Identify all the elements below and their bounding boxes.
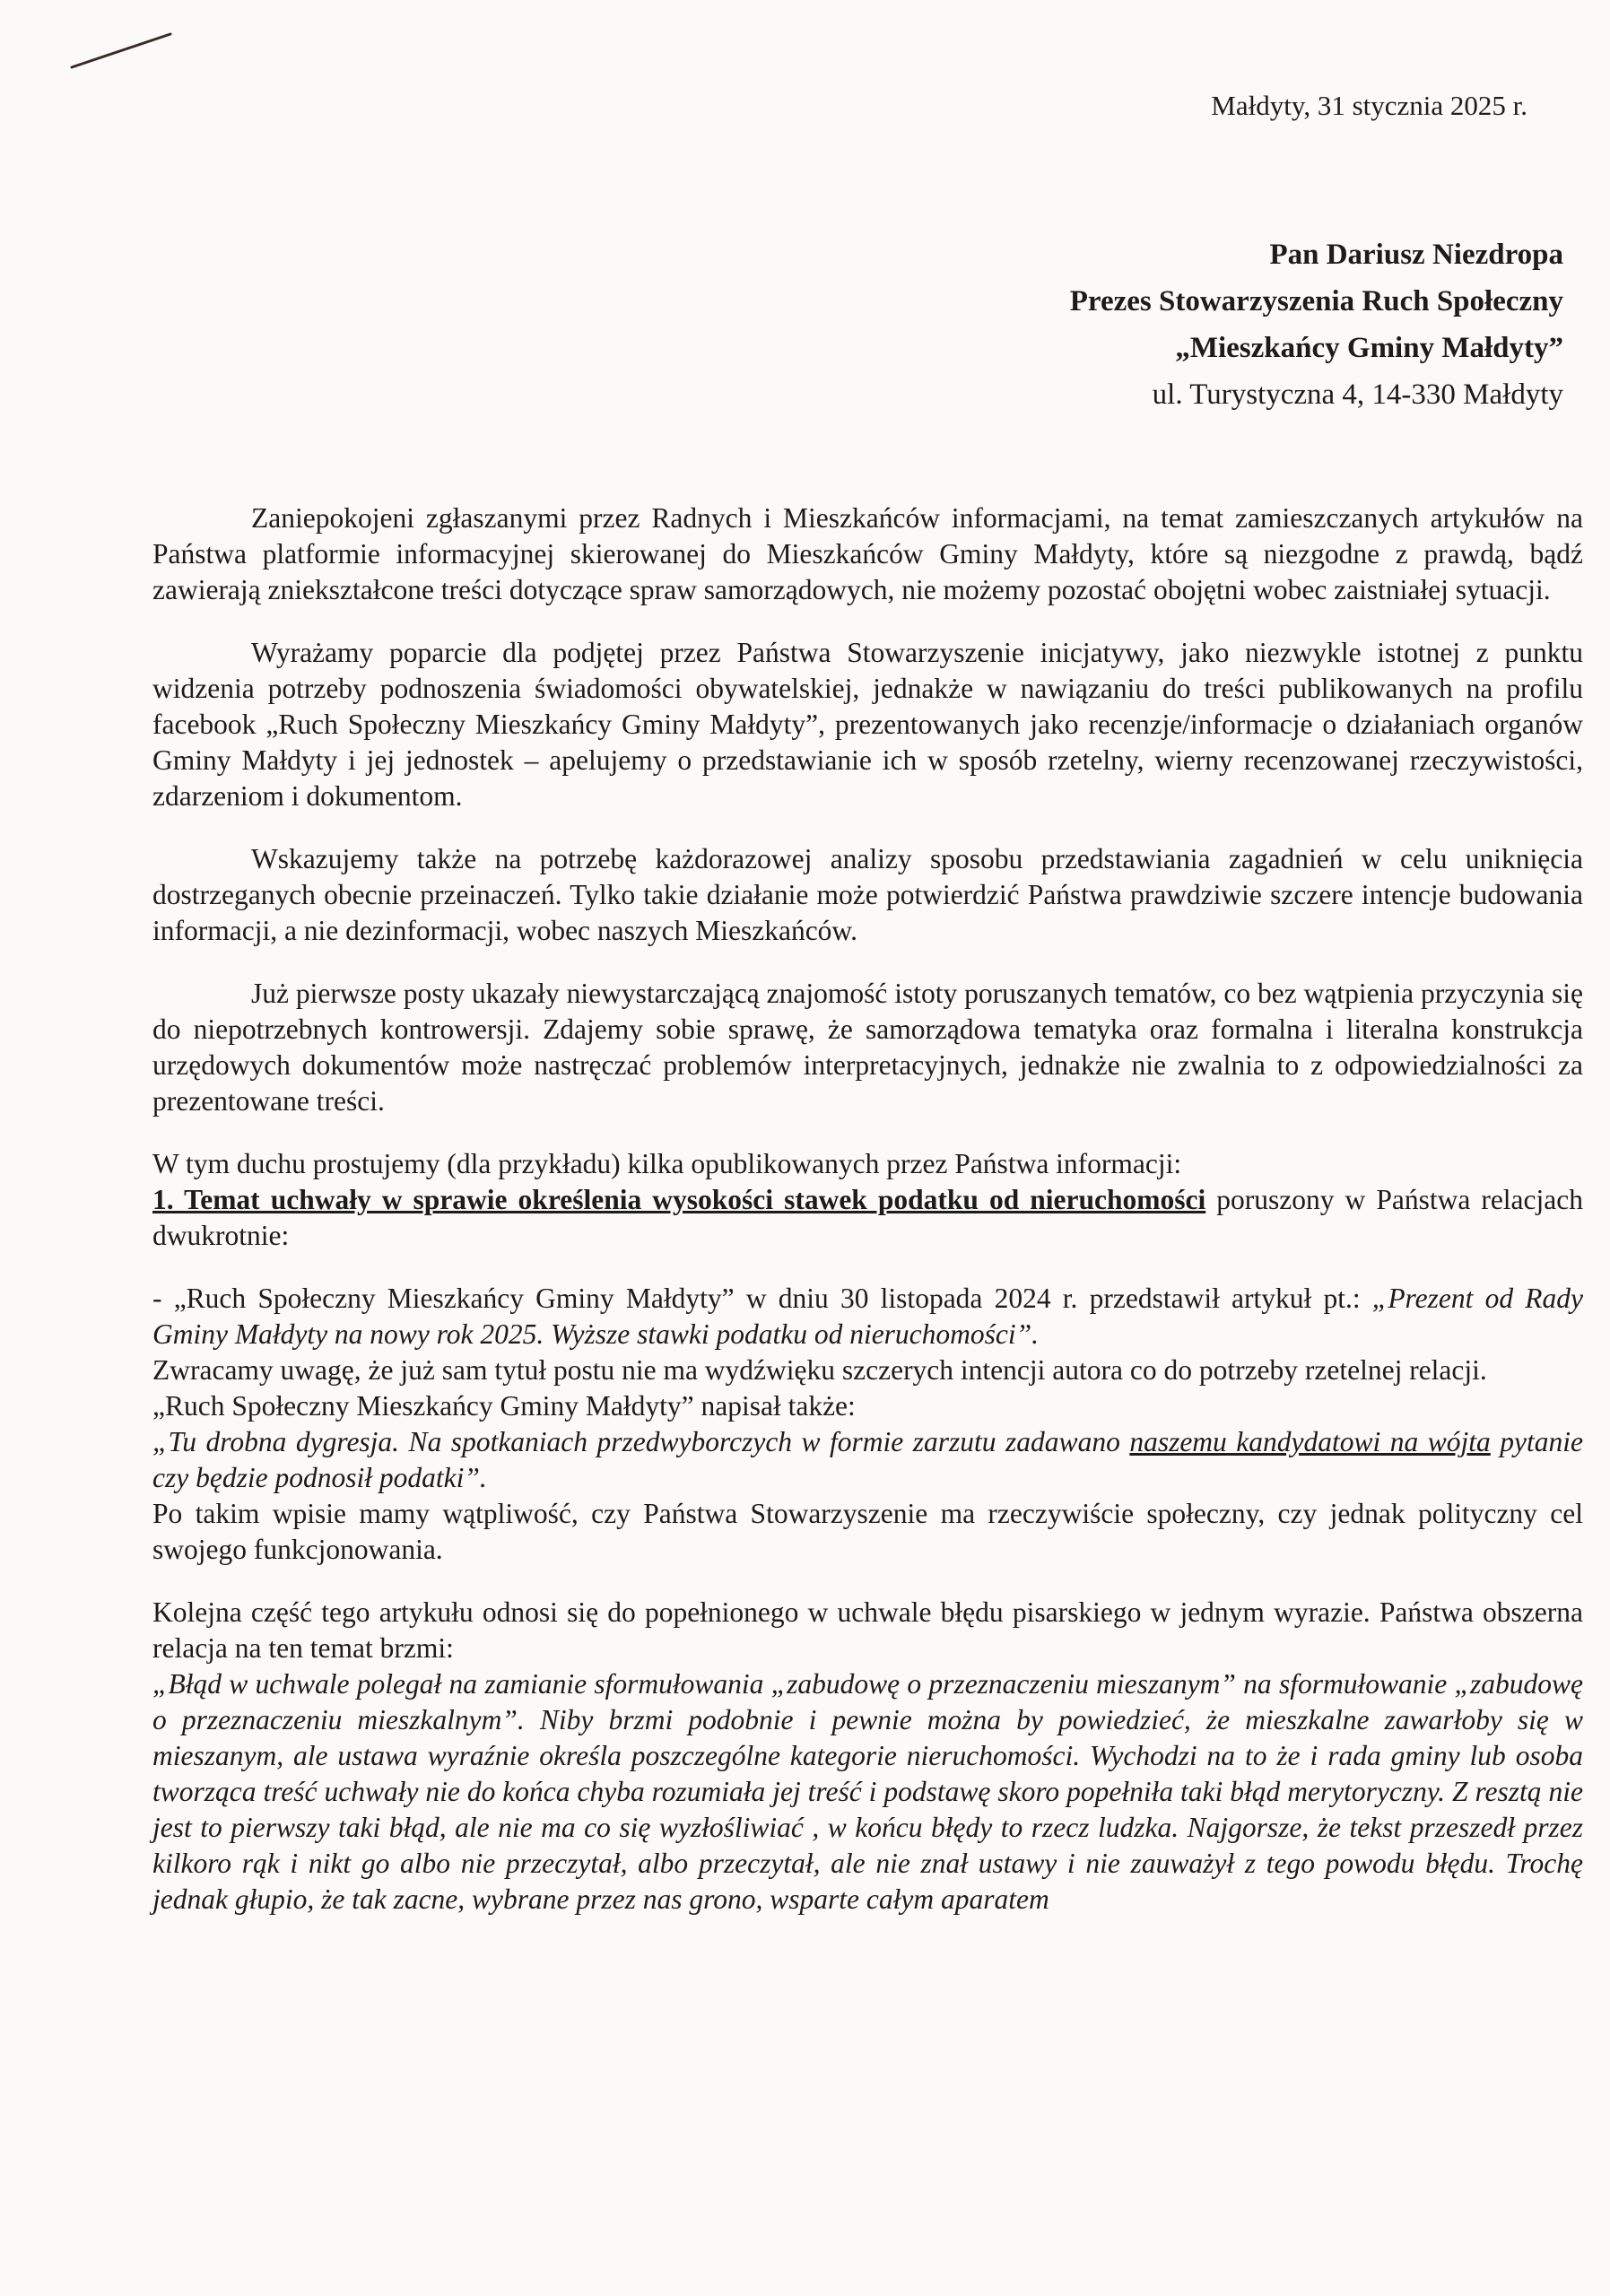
addressee-block	[1070, 231, 1563, 418]
paragraph-concern: Zaniepokojeni zgłaszanymi przez Radnych i Mieszkańców informacjami, na temat zamieszczanych artykułów na Państwa platformie informacyjnej skierowanej do Mieszkańców Gminy Małdyty, które są niezgodne z prawdą, bądź zawierają zniekształcone treści dotyczące spraw samorządowych, nie możemy pozostać obojętni wobec zaistniałej sytuacji.	[152, 502, 1583, 605]
quote-resolution-error: „Błąd w uchwale polegał na zamianie sformułowania „zabudowę o przeznaczeniu mieszanym” na sformułowanie „zabudowę o przeznaczeniu mieszkalnym”. Niby brzmi podobnie i pewnie można by powiedzieć, że mieszkalne zawarłoby się w mieszanym, ale ustawa wyraźnie określa poszczególne kategorie nieruchomości. Wychodzi na to że i rada gminy lub osoba tworząca treść uchwały nie do końca chyba rozumiała jej treść i podstawę skoro popełniła taki błąd merytoryczny. Z resztą nie jest to pierwszy taki błąd, ale nie ma co się wyzłośliwiać , w końcu błędy to rzecz ludzka. Najgorsze, że tekst przeszedł przez kilkoro rąk i nikt go albo nie przeczytał, albo przeczytał, ale nie znał ustawy i nie zauważył z tego powodu błędu. Trochę jednak głupio, że tak zacne, wybrane przez nas grono, wsparte całym aparatem	[152, 1668, 1583, 1915]
article-intro: - „Ruch Społeczny Mieszkańcy Gminy Małdyty” w dniu 30 listopada 2024 r. przedstawił artykuł pt.:	[152, 1283, 1372, 1314]
section-heading-1	[152, 1182, 1583, 1254]
quote-digression	[152, 1424, 1583, 1496]
article-title-quote: „Prezent od Rady Gminy Małdyty na nowy rok 2025. Wyższe stawki podatku od nieruchomości”.	[152, 1283, 1583, 1350]
letter-body	[152, 500, 1583, 1918]
paragraph-first-posts: Już pierwsze posty ukazały niewystarczającą znajomość istoty poruszanych tematów, co bez wątpienia przyczynia się do niepotrzebnych kontrowersji. Zdajemy sobie sprawę, że samorządowa tematyka oraz formalna i literalna konstrukcja urzędowych dokumentów może nastręczać problemów interpretacyjnych, jednakże nie zwalnia to z odpowiedzialności za prezentowane treści.	[152, 978, 1583, 1117]
addressee-title: Prezes Stowarzyszenia Ruch Społeczny	[1069, 285, 1563, 317]
addressee-organization: „Mieszkańcy Gminy Małdyty”	[1175, 332, 1563, 364]
paragraph-political-doubt: Po takim wpisie mamy wątpliwość, czy Państwa Stowarzyszenie ma rzeczywiście społeczny, czy jednak polityczny cel swojego funkcjonowania.	[152, 1498, 1583, 1565]
pen-stroke-mark	[63, 27, 179, 81]
quote-digression-a: „Tu drobna dygresja. Na spotkaniach przedwyborczych w formie zarzutu zadawano	[152, 1426, 1130, 1457]
section-heading-1-tail: poruszony w Państwa relacjach dwukrotnie:	[152, 1184, 1583, 1251]
paragraph-writing-error: Kolejna część tego artykułu odnosi się do popełnionego w uchwale błędu pisarskiego w jednym wyrazie. Państwa obszerna relacja na ten temat brzmi:	[152, 1596, 1583, 1664]
addressee-name: Pan Dariusz Niezdropa	[1269, 239, 1563, 271]
paragraph-title-remark: Zwracamy uwagę, że już sam tytuł postu nie ma wydźwięku szczerych intencji autora co do potrzeby rzetelnej relacji.	[152, 1354, 1487, 1386]
quote-digression-underlined: naszemu kandydatowi na wójta	[1129, 1426, 1491, 1457]
paragraph-analysis: Wskazujemy także na potrzebę każdorazowej analizy sposobu przedstawiania zagadnień w celu uniknięcia dostrzeganych obecnie przeinaczeń. Tylko takie działanie może potwierdzić Państwa prawdziwie szczere intencje budowania informacji, a nie dezinformacji, wobec naszych Mieszkańców.	[152, 843, 1583, 946]
letter-date: Małdyty, 31 stycznia 2025 r.	[1211, 90, 1527, 121]
section-heading-1-title: 1. Temat uchwały w sprawie określenia wysokości stawek podatku od nieruchomości	[152, 1184, 1206, 1215]
paragraph-support: Wyrażamy poparcie dla podjętej przez Państwa Stowarzyszenie inicjatywy, jako niezwykle istotnej z punktu widzenia potrzeby podnoszenia świadomości obywatelskiej, jednakże w nawiązaniu do treści publikowanych na profilu facebook „Ruch Społeczny Mieszkańcy Gminy Małdyty”, prezentowanych jako recenzje/informacje o działaniach organów Gminy Małdyty i jej jednostek – apelujemy o przedstawianie ich w sposób rzetelny, wierny recenzowanej rzeczywistości, zdarzeniom i dokumentom.	[152, 637, 1583, 812]
addressee-address: ul. Turystyczna 4, 14-330 Małdyty	[1152, 378, 1563, 411]
paragraph-corrections-intro: W tym duchu prostujemy (dla przykładu) kilka opublikowanych przez Państwa informacji:	[152, 1148, 1182, 1179]
paragraph-article-reference	[152, 1281, 1583, 1352]
quote-digression-b: pytanie czy będzie podnosił podatki”.	[152, 1426, 1583, 1493]
paragraph-wrote-also: „Ruch Społeczny Mieszkańcy Gminy Małdyty” napisał także:	[152, 1390, 856, 1422]
